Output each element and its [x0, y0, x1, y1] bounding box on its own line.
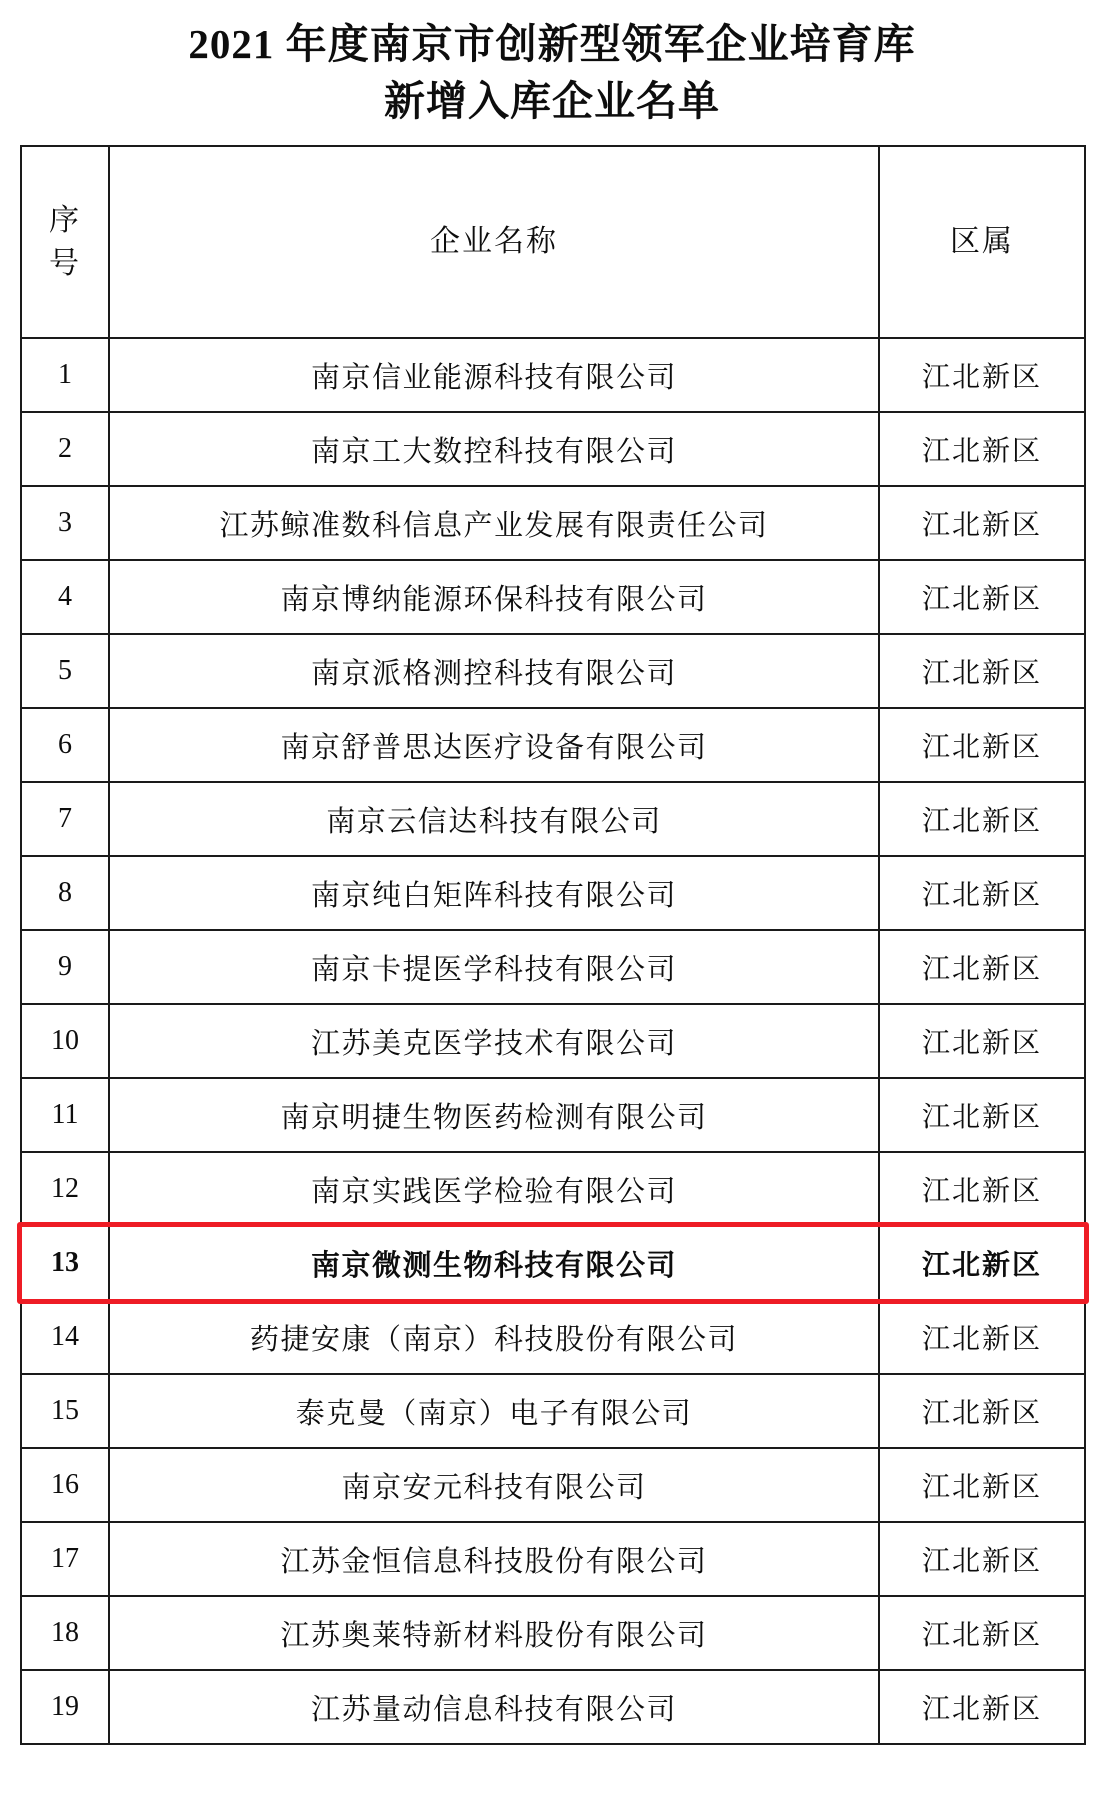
cell-name: 南京信业能源科技有限公司 [109, 338, 879, 412]
cell-area: 江北新区 [879, 782, 1085, 856]
cell-name: 南京工大数控科技有限公司 [109, 412, 879, 486]
cell-name: 南京实践医学检验有限公司 [109, 1152, 879, 1226]
cell-no: 5 [21, 634, 109, 708]
cell-no: 16 [21, 1448, 109, 1522]
cell-name: 江苏量动信息科技有限公司 [109, 1670, 879, 1744]
cell-no: 19 [21, 1670, 109, 1744]
cell-area: 江北新区 [879, 1522, 1085, 1596]
cell-name: 南京明捷生物医药检测有限公司 [109, 1078, 879, 1152]
table-row [21, 560, 1085, 634]
cell-name: 南京纯白矩阵科技有限公司 [109, 856, 879, 930]
table-row [21, 412, 1085, 486]
cell-area: 江北新区 [879, 1078, 1085, 1152]
table-container [0, 139, 1104, 1745]
cell-area: 江北新区 [879, 856, 1085, 930]
table-row-highlighted [21, 1226, 1085, 1300]
cell-name: 江苏金恒信息科技股份有限公司 [109, 1522, 879, 1596]
table-header-row [21, 146, 1085, 338]
cell-name: 南京卡提医学科技有限公司 [109, 930, 879, 1004]
column-header-no-line-2: 号 [49, 247, 81, 281]
cell-area: 江北新区 [879, 1152, 1085, 1226]
cell-no: 18 [21, 1596, 109, 1670]
cell-name: 南京派格测控科技有限公司 [109, 634, 879, 708]
cell-no: 8 [21, 856, 109, 930]
table-row [21, 708, 1085, 782]
cell-area: 江北新区 [879, 634, 1085, 708]
cell-no: 3 [21, 486, 109, 560]
table-body [21, 338, 1085, 1744]
cell-area: 江北新区 [879, 560, 1085, 634]
table-row [21, 1078, 1085, 1152]
cell-area: 江北新区 [879, 708, 1085, 782]
column-header-no-line-1: 序 [49, 203, 81, 237]
column-header-name: 企业名称 [109, 146, 879, 338]
table-row [21, 1670, 1085, 1744]
page-title-line-2: 新增入库企业名单 [384, 77, 720, 124]
cell-no: 10 [21, 1004, 109, 1078]
cell-name: 江苏奥莱特新材料股份有限公司 [109, 1596, 879, 1670]
cell-area: 江北新区 [879, 412, 1085, 486]
table-row [21, 782, 1085, 856]
cell-area: 江北新区 [879, 930, 1085, 1004]
cell-no: 9 [21, 930, 109, 1004]
table-row [21, 930, 1085, 1004]
cell-area: 江北新区 [879, 1374, 1085, 1448]
table-row [21, 338, 1085, 412]
cell-no: 11 [21, 1078, 109, 1152]
table-row [21, 1004, 1085, 1078]
cell-name: 南京舒普思达医疗设备有限公司 [109, 708, 879, 782]
cell-area: 江北新区 [879, 1004, 1085, 1078]
cell-area: 江北新区 [879, 1300, 1085, 1374]
cell-no: 1 [21, 338, 109, 412]
table-row [21, 1152, 1085, 1226]
cell-name: 江苏鲸准数科信息产业发展有限责任公司 [109, 486, 879, 560]
column-header-area: 区属 [879, 146, 1085, 338]
cell-area: 江北新区 [879, 338, 1085, 412]
cell-no: 2 [21, 412, 109, 486]
column-header-no [21, 146, 109, 338]
cell-name: 泰克曼（南京）电子有限公司 [109, 1374, 879, 1448]
table-row [21, 1522, 1085, 1596]
cell-no: 15 [21, 1374, 109, 1448]
cell-area: 江北新区 [879, 1670, 1085, 1744]
cell-name: 南京博纳能源环保科技有限公司 [109, 560, 879, 634]
cell-no: 7 [21, 782, 109, 856]
table-row [21, 856, 1085, 930]
cell-no: 12 [21, 1152, 109, 1226]
cell-area: 江北新区 [879, 1596, 1085, 1670]
cell-area: 江北新区 [879, 1448, 1085, 1522]
table-row [21, 1374, 1085, 1448]
cell-name: 江苏美克医学技术有限公司 [109, 1004, 879, 1078]
table-header [21, 146, 1085, 338]
cell-no: 6 [21, 708, 109, 782]
table-row [21, 1596, 1085, 1670]
cell-area: 江北新区 [879, 1226, 1085, 1300]
cell-name: 南京云信达科技有限公司 [109, 782, 879, 856]
table-row [21, 1448, 1085, 1522]
cell-name: 南京安元科技有限公司 [109, 1448, 879, 1522]
cell-no: 4 [21, 560, 109, 634]
cell-name: 南京微测生物科技有限公司 [109, 1226, 879, 1300]
cell-no: 13 [21, 1226, 109, 1300]
cell-no: 17 [21, 1522, 109, 1596]
table-row [21, 1300, 1085, 1374]
enterprise-list-table [20, 145, 1086, 1745]
cell-area: 江北新区 [879, 486, 1085, 560]
cell-no: 14 [21, 1300, 109, 1374]
page-title-line-1: 2021 年度南京市创新型领军企业培育库 [188, 21, 916, 67]
page-title [0, 0, 1104, 139]
table-row [21, 634, 1085, 708]
table-row [21, 486, 1085, 560]
cell-name: 药捷安康（南京）科技股份有限公司 [109, 1300, 879, 1374]
